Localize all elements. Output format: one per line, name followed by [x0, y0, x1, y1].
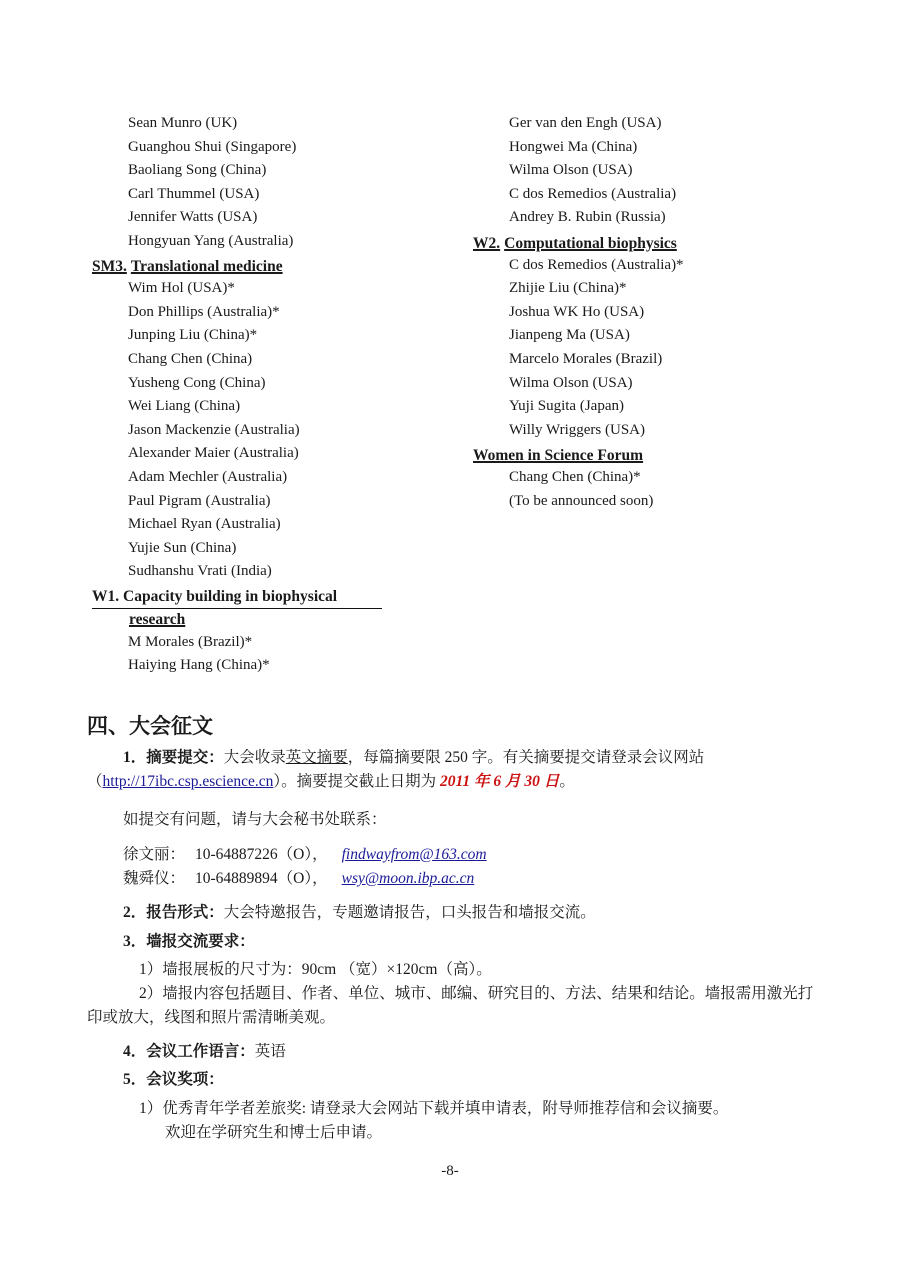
paragraph-awards-label — [87, 1068, 817, 1092]
page-number: -8- — [441, 1163, 459, 1179]
item-label: 1．摘要提交： — [123, 749, 224, 766]
name-list — [92, 112, 422, 254]
section-code: SM3. — [92, 258, 127, 276]
conference-website-link[interactable]: http://17ibc.csp.escience.cn — [102, 773, 274, 790]
list-item: Yujie Sun (China) — [128, 539, 237, 556]
list-item: Guanghou Shui (Singapore) — [128, 138, 297, 155]
award-item — [87, 1097, 817, 1145]
poster-size: 1）墙报展板的尺寸为：90cm （宽）×120cm（高）。 — [139, 961, 492, 978]
list-item: Jianpeng Ma (USA) — [509, 327, 630, 344]
contact-name: 魏舜仪： — [123, 870, 186, 887]
list-item: Sean Munro (UK) — [128, 115, 238, 131]
list-item: Jason Mackenzie (Australia) — [128, 421, 300, 438]
contact-list — [87, 843, 817, 891]
text: 大会特邀报告，专题邀请报告，口头报告和墙报交流。 — [223, 904, 596, 921]
contact-row — [123, 867, 817, 891]
paragraph-abstract-submission — [87, 746, 817, 794]
list-item: Ger van den Engh (USA) — [509, 115, 662, 131]
paragraph-report-format — [87, 901, 817, 925]
list-item: Wilma Olson (USA) — [509, 162, 633, 179]
section-4-title: 四、大会征文 — [87, 714, 213, 738]
contact-phone: 10-64889894（O）， — [195, 870, 328, 887]
name-list — [473, 466, 833, 513]
deadline-date: 2011 年 6 月 30 日 — [440, 773, 560, 790]
list-item: Wim Hol (USA)* — [128, 280, 235, 297]
section-code: W2. — [473, 234, 501, 252]
left-column — [92, 112, 422, 678]
item-label: 2．报告形式： — [123, 904, 224, 921]
section-heading-w1 — [92, 586, 422, 631]
list-item: Sudhanshu Vrati (India) — [128, 563, 272, 580]
text: 英语 — [254, 1043, 286, 1060]
list-item: C dos Remedios (Australia) — [509, 185, 677, 202]
list-item: Michael Ryan (Australia) — [128, 516, 281, 533]
paragraph-poster-label — [87, 930, 817, 954]
list-item: Zhijie Liu (China)* — [509, 280, 627, 297]
list-item: C dos Remedios (Australia)* — [509, 256, 684, 273]
section-heading-w2 — [473, 230, 833, 254]
award-text: 1）优秀青年学者差旅奖: 请登录大会网站下载并填申请表，附导师推荐信和会议摘要。 — [139, 1100, 729, 1117]
name-list — [92, 277, 422, 584]
text: ，每篇摘要限 250 字。有关摘要提交请登录会议网站 — [347, 749, 705, 766]
list-item: Willy Wriggers (USA) — [509, 421, 645, 438]
list-item: Don Phillips (Australia)* — [128, 303, 280, 320]
section-code: W1. — [92, 587, 120, 605]
list-item: Jennifer Watts (USA) — [128, 209, 258, 226]
list-item: Paul Pigram (Australia) — [128, 492, 271, 509]
poster-content: 2）墙报内容包括题目、作者、单位、城市、邮编、研究目的、方法、结果和结论。墙报需用激光打印或放大，线图和照片需清晰美观。 — [87, 985, 814, 1026]
section-title: Computational biophysics — [504, 234, 677, 252]
award-text: 欢迎在学研究生和博士后申请。 — [165, 1124, 383, 1141]
list-item: Junping Liu (China)* — [128, 327, 258, 344]
text-underlined: 英文摘要 — [285, 749, 348, 766]
section-title-line2: research — [129, 610, 186, 628]
contact-row — [123, 843, 817, 867]
item-label: 4．会议工作语言： — [123, 1043, 255, 1060]
name-list — [473, 112, 833, 230]
list-item: Wilma Olson (USA) — [509, 374, 633, 391]
list-item: Andrey B. Rubin (Russia) — [509, 209, 666, 226]
contact-name: 徐文丽： — [123, 846, 186, 863]
item-label: 3．墙报交流要求： — [123, 933, 255, 950]
section-title: Capacity building in biophysical — [123, 587, 338, 605]
list-item: Alexander Maier (Australia) — [128, 445, 299, 462]
list-item: Carl Thummel (USA) — [128, 185, 260, 202]
section-title: Translational medicine — [130, 258, 283, 276]
list-item: Baoliang Song (China) — [128, 162, 267, 179]
list-item: Adam Mechler (Australia) — [128, 468, 288, 485]
list-item: Hongyuan Yang (Australia) — [128, 232, 294, 249]
list-item: Haiying Hang (China)* — [128, 657, 270, 674]
list-item: Chang Chen (China)* — [509, 468, 641, 485]
contact-email-link[interactable]: findwayfrom@163.com — [341, 846, 487, 863]
contact-phone: 10-64887226（O）， — [195, 846, 328, 863]
item-label: 5．会议奖项： — [123, 1071, 224, 1088]
list-item: Hongwei Ma (China) — [509, 138, 638, 155]
list-item: Marcelo Morales (Brazil) — [509, 350, 663, 367]
contact-intro: 如提交有问题，请与大会秘书处联系： — [123, 811, 387, 828]
name-list — [92, 631, 422, 678]
text: ）。摘要提交截止日期为 — [273, 773, 441, 790]
list-item: Yusheng Cong (China) — [128, 374, 266, 391]
paragraph-language — [87, 1040, 817, 1064]
contact-email-link[interactable]: wsy@moon.ibp.ac.cn — [341, 870, 475, 887]
list-item: (To be announced soon) — [509, 492, 654, 509]
list-item: Wei Liang (China) — [128, 398, 241, 415]
text: 大会收录 — [223, 749, 286, 766]
section-heading-women: Women in Science Forum — [473, 446, 644, 464]
section-title-line1 — [92, 586, 382, 609]
list-item: Joshua WK Ho (USA) — [509, 303, 645, 320]
section-heading-sm3 — [92, 254, 422, 278]
list-item: Chang Chen (China) — [128, 350, 253, 367]
list-item: M Morales (Brazil)* — [128, 633, 253, 650]
right-column — [473, 112, 833, 513]
text: （ — [87, 773, 103, 790]
text: 。 — [559, 773, 575, 790]
list-item: Yuji Sugita (Japan) — [509, 398, 624, 415]
name-list — [473, 254, 833, 443]
